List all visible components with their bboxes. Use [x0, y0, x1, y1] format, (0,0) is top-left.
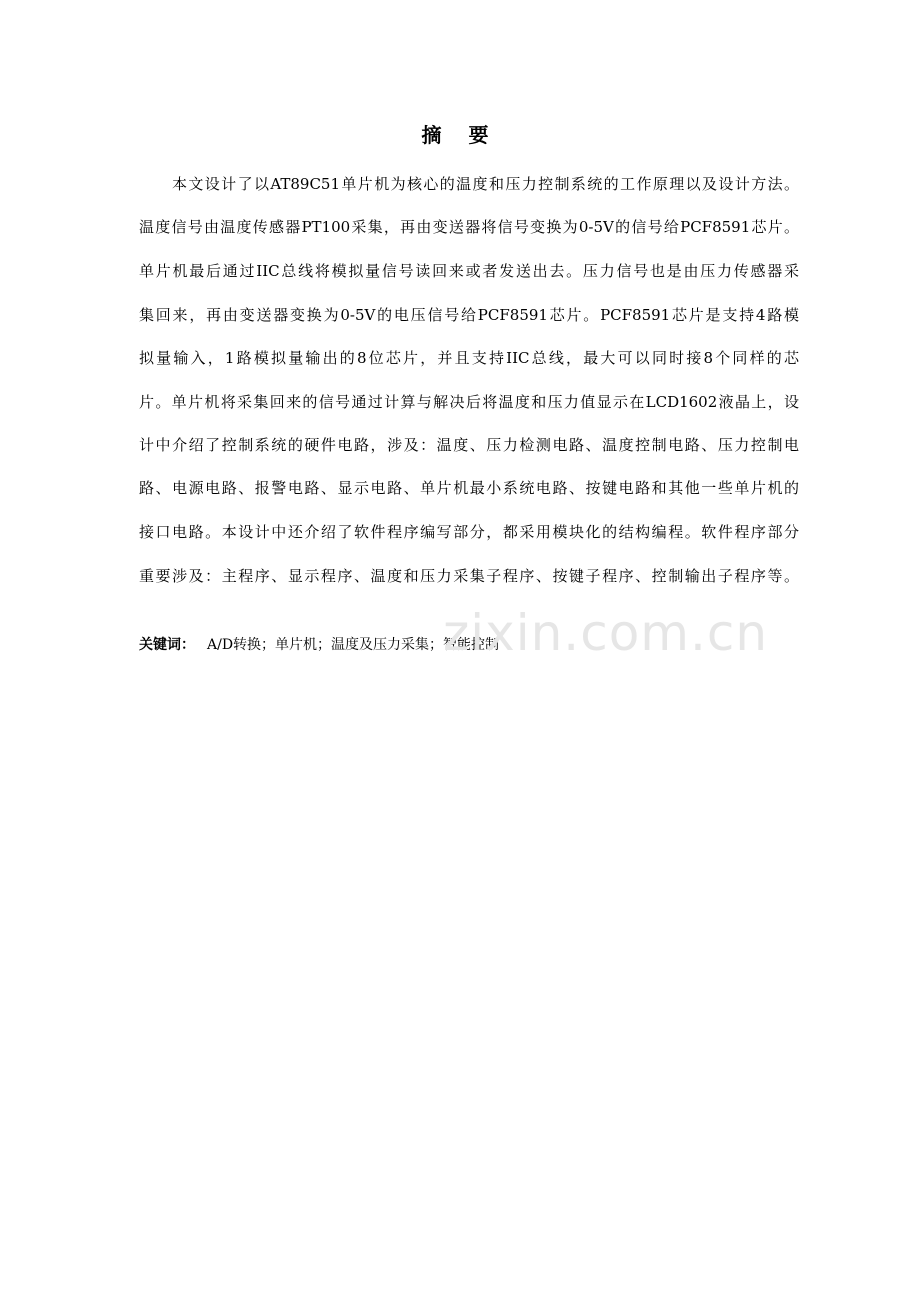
abstract-line: 单片机最后通过IIC总线将模拟量信号读回来或者发送出去。压力信号也是由压力传感器采: [139, 262, 799, 280]
keywords-row: [139, 634, 799, 656]
abstract-title: 摘 要: [421, 123, 499, 147]
abstract-line: 路、电源电路、报警电路、显示电路、单片机最小系统电路、按键电路和其他一些单片机的: [139, 479, 799, 497]
abstract-line: 计中介绍了控制系统的硬件电路，涉及：温度、压力检测电路、温度控制电路、压力控制电: [139, 436, 799, 454]
abstract-line: 片。单片机将采集回来的信号通过计算与解决后将温度和压力值显示在LCD1602液晶上，设: [139, 393, 799, 411]
abstract-line: 温度信号由温度传感器PT100采集，再由变送器将信号变换为0-5V的信号给PCF8591芯片。: [139, 218, 799, 236]
abstract-line: 拟量输入，1路模拟量输出的8位芯片，并且支持IIC总线，最大可以同时接8个同样的芯: [139, 349, 799, 367]
keywords-text: A/D转换；单片机；温度及压力采集；智能控制: [207, 637, 500, 653]
abstract-line: 集回来，再由变送器变换为0-5V的电压信号给PCF8591芯片。PCF8591芯片是支持4路模: [139, 306, 799, 324]
abstract-line: 重要涉及：主程序、显示程序、温度和压力采集子程序、按键子程序、控制输出子程序等。: [139, 567, 799, 585]
keywords-label: 关键词：: [139, 637, 195, 653]
abstract-line: 本文设计了以AT89C51单片机为核心的温度和压力控制系统的工作原理以及设计方法。: [172, 175, 799, 193]
watermark-text: zixin.com.cn: [443, 604, 769, 662]
abstract-line: 接口电路。本设计中还介绍了软件程序编写部分，都采用模块化的结构编程。软件程序部分: [139, 523, 799, 541]
